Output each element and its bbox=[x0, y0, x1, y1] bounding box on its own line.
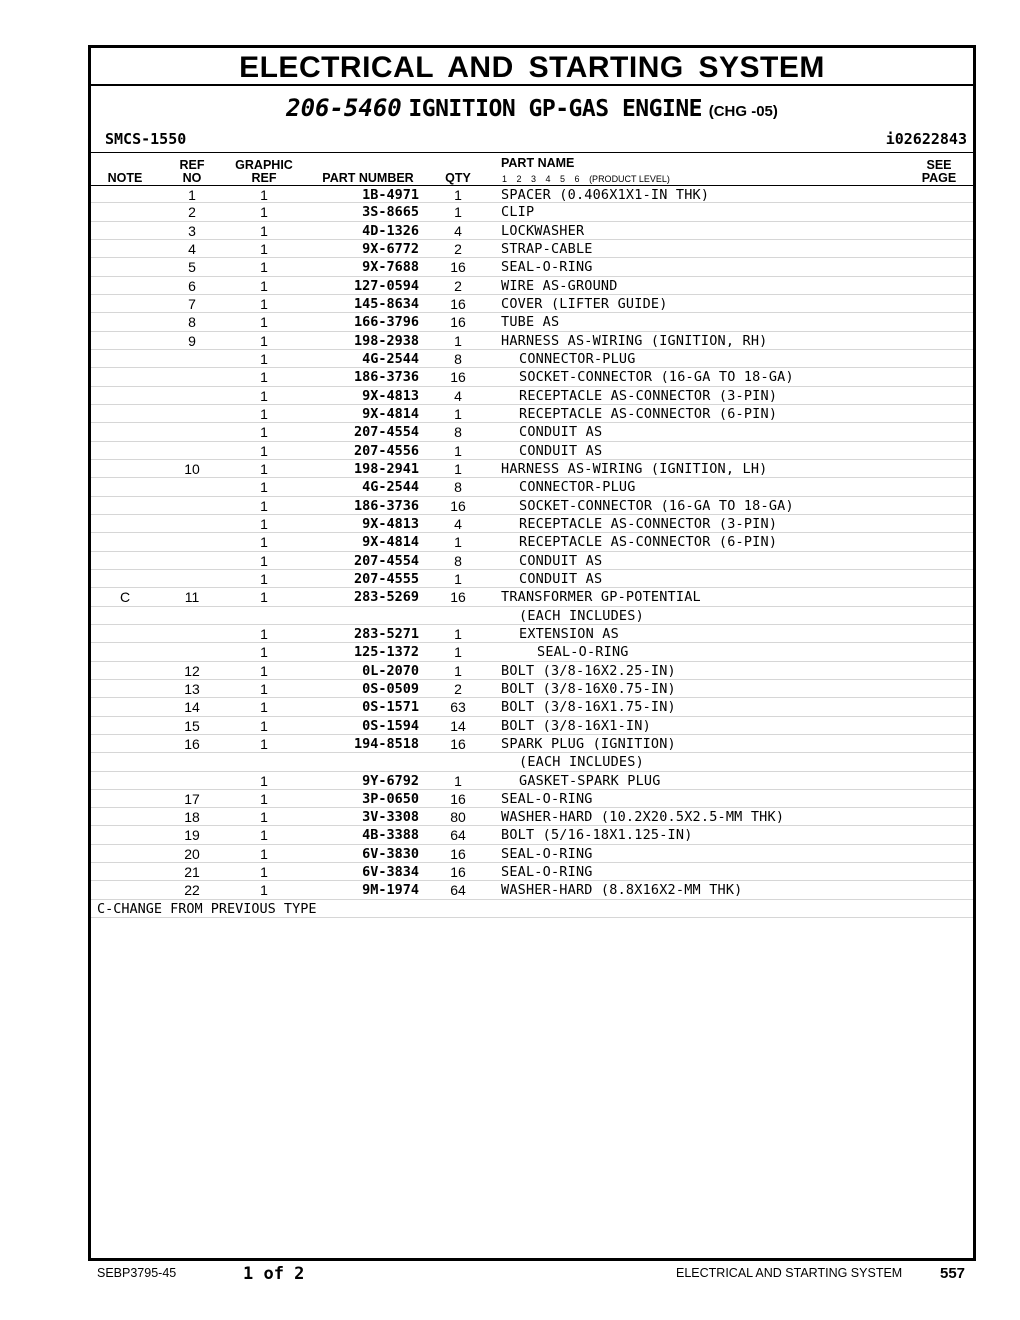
table-row bbox=[91, 588, 973, 606]
part-name-cell: SOCKET-CONNECTOR (16-GA TO 18-GA) bbox=[519, 369, 794, 386]
col-header-see-top: SEE bbox=[926, 158, 952, 172]
qty-cell: 2 bbox=[454, 277, 462, 294]
part-number-cell: 198-2941 bbox=[353, 460, 419, 477]
part-number-cell: 0S-1594 bbox=[362, 717, 419, 734]
table-row bbox=[91, 350, 973, 368]
qty-cell: 16 bbox=[450, 497, 466, 514]
part-number-cell: 0S-1571 bbox=[362, 699, 419, 716]
part-number-cell: 166-3796 bbox=[353, 314, 419, 331]
ref-no-cell: 16 bbox=[184, 735, 200, 752]
footer-page-of: 1 of 2 bbox=[243, 1264, 305, 1284]
graphic-ref-cell: 1 bbox=[260, 827, 268, 844]
graphic-ref-cell: 1 bbox=[260, 204, 268, 221]
table-row bbox=[91, 478, 973, 496]
col-header-graphic-bottom: REF bbox=[251, 171, 277, 185]
part-name-cell: SEAL-O-RING bbox=[501, 864, 593, 881]
change-level: (CHG -05) bbox=[708, 103, 778, 120]
header-divider bbox=[91, 152, 973, 153]
part-number-cell: 127-0594 bbox=[353, 277, 419, 294]
part-name-cell: BOLT (3/8-16X1-IN) bbox=[501, 717, 651, 734]
table-row bbox=[91, 423, 973, 441]
footer-doc-id: SEBP3795-45 bbox=[97, 1266, 177, 1280]
group-title bbox=[91, 92, 973, 124]
part-number-cell: 283-5271 bbox=[353, 625, 419, 642]
graphic-ref-cell: 1 bbox=[260, 809, 268, 826]
part-name-cell: STRAP-CABLE bbox=[501, 240, 593, 257]
part-number-cell: 4B-3388 bbox=[362, 827, 419, 844]
graphic-ref-cell: 1 bbox=[260, 772, 268, 789]
table-row bbox=[91, 845, 973, 863]
qty-cell: 8 bbox=[454, 350, 462, 367]
qty-cell: 1 bbox=[454, 625, 462, 642]
qty-cell: 63 bbox=[450, 699, 466, 716]
footer-section: ELECTRICAL AND STARTING SYSTEM bbox=[676, 1266, 903, 1280]
part-name-cell: SEAL-O-RING bbox=[501, 790, 593, 807]
note-cell: C bbox=[119, 589, 131, 606]
part-number-cell: 207-4555 bbox=[353, 570, 419, 587]
part-number-cell: 0L-2070 bbox=[362, 662, 419, 679]
part-number-cell: 4G-2544 bbox=[362, 479, 419, 496]
ref-no-cell: 12 bbox=[184, 662, 200, 679]
table-row bbox=[91, 295, 973, 313]
graphic-ref-cell: 1 bbox=[260, 552, 268, 569]
part-number-cell: 194-8518 bbox=[353, 735, 419, 752]
qty-cell: 1 bbox=[454, 570, 462, 587]
part-number-cell: 145-8634 bbox=[353, 295, 419, 312]
ref-no-cell: 15 bbox=[184, 717, 200, 734]
part-name-cell: RECEPTACLE AS-CONNECTOR (6-PIN) bbox=[519, 534, 778, 551]
graphic-ref-cell: 1 bbox=[260, 350, 268, 367]
part-number-cell: 186-3736 bbox=[353, 369, 419, 386]
part-name-cell: HARNESS AS-WIRING (IGNITION, LH) bbox=[501, 460, 768, 477]
qty-cell: 4 bbox=[454, 222, 462, 239]
graphic-ref-cell: 1 bbox=[260, 405, 268, 422]
qty-cell: 1 bbox=[454, 405, 462, 422]
graphic-ref-cell: 1 bbox=[260, 717, 268, 734]
table-row bbox=[91, 552, 973, 570]
graphic-ref-cell: 1 bbox=[260, 570, 268, 587]
table-row bbox=[91, 368, 973, 386]
table-row bbox=[91, 240, 973, 258]
graphic-ref-cell: 1 bbox=[260, 625, 268, 642]
table-row bbox=[91, 185, 973, 203]
qty-cell: 64 bbox=[450, 827, 466, 844]
part-name-cell: WASHER-HARD (8.8X16X2-MM THK) bbox=[501, 882, 743, 899]
graphic-ref-cell: 1 bbox=[260, 369, 268, 386]
col-header-part-name: PART NAME bbox=[501, 156, 575, 170]
table-row bbox=[91, 826, 973, 844]
part-number-cell: 207-4556 bbox=[353, 442, 419, 459]
part-name-cell: BOLT (5/16-18X1.125-IN) bbox=[501, 827, 693, 844]
table-row bbox=[91, 808, 973, 826]
graphic-ref-cell: 1 bbox=[260, 864, 268, 881]
part-name-cell: SEAL-O-RING bbox=[537, 644, 629, 661]
qty-cell: 8 bbox=[454, 552, 462, 569]
table-row bbox=[91, 753, 973, 771]
qty-cell: 1 bbox=[454, 644, 462, 661]
part-name-cell: HARNESS AS-WIRING (IGNITION, RH) bbox=[501, 332, 768, 349]
graphic-ref-cell: 1 bbox=[260, 277, 268, 294]
part-name-cell: CONDUIT AS bbox=[519, 570, 603, 587]
table-row bbox=[91, 625, 973, 643]
table-row bbox=[91, 570, 973, 588]
col-header-qty: QTY bbox=[445, 171, 471, 185]
ref-no-cell: 18 bbox=[184, 809, 200, 826]
col-header-graphic-top: GRAPHIC bbox=[235, 158, 293, 172]
part-name-cell: BOLT (3/8-16X1.75-IN) bbox=[501, 699, 676, 716]
part-name-cell: SEAL-O-RING bbox=[501, 259, 593, 276]
qty-cell: 1 bbox=[454, 187, 462, 203]
table-row bbox=[91, 442, 973, 460]
ref-no-cell: 21 bbox=[184, 864, 200, 881]
part-number-cell: 9X-7688 bbox=[362, 259, 419, 276]
smcs-code: SMCS-1550 bbox=[105, 130, 187, 148]
footer-page-number: 557 bbox=[940, 1265, 966, 1282]
part-name-cell: RECEPTACLE AS-CONNECTOR (3-PIN) bbox=[519, 387, 778, 404]
qty-cell: 64 bbox=[450, 882, 466, 899]
graphic-ref-cell: 1 bbox=[260, 534, 268, 551]
part-name-cell: SEAL-O-RING bbox=[501, 845, 593, 862]
part-number-cell: 125-1372 bbox=[353, 644, 419, 661]
ref-no-cell: 10 bbox=[184, 460, 200, 477]
qty-cell: 8 bbox=[454, 479, 462, 496]
qty-cell: 1 bbox=[454, 204, 462, 221]
col-header-part-number: PART NUMBER bbox=[322, 171, 414, 185]
ref-no-cell: 1 bbox=[188, 187, 196, 203]
ref-no-cell: 6 bbox=[188, 277, 196, 294]
part-number-cell: 6V-3834 bbox=[362, 864, 419, 881]
graphic-ref-cell: 1 bbox=[260, 240, 268, 257]
part-number-cell: 9X-4813 bbox=[362, 387, 419, 404]
ref-no-cell: 22 bbox=[184, 882, 200, 899]
graphic-ref-cell: 1 bbox=[260, 735, 268, 752]
graphic-ref-cell: 1 bbox=[260, 332, 268, 349]
graphic-ref-cell: 1 bbox=[260, 644, 268, 661]
part-number-cell: 9X-4814 bbox=[362, 405, 419, 422]
ref-no-cell: 20 bbox=[184, 845, 200, 862]
part-name-cell: CONDUIT AS bbox=[519, 442, 603, 459]
parts-table bbox=[91, 185, 973, 918]
table-row bbox=[91, 277, 973, 295]
ref-no-cell: 3 bbox=[188, 222, 196, 239]
qty-cell: 16 bbox=[450, 295, 466, 312]
table-row bbox=[91, 790, 973, 808]
ref-no-cell: 19 bbox=[184, 827, 200, 844]
table-row bbox=[91, 460, 973, 478]
illustration-id: i02622843 bbox=[885, 130, 967, 148]
part-number-cell: 186-3736 bbox=[353, 497, 419, 514]
ref-no-cell: 8 bbox=[188, 314, 196, 331]
part-name-cell: RECEPTACLE AS-CONNECTOR (6-PIN) bbox=[519, 405, 778, 422]
part-name-cell: WASHER-HARD (10.2X20.5X2.5-MM THK) bbox=[501, 809, 785, 826]
qty-cell: 16 bbox=[450, 845, 466, 862]
table-row bbox=[91, 772, 973, 790]
ref-no-cell: 2 bbox=[188, 204, 196, 221]
graphic-ref-cell: 1 bbox=[260, 222, 268, 239]
part-number-cell: 0S-0509 bbox=[362, 680, 419, 697]
table-row bbox=[91, 533, 973, 551]
table-row bbox=[91, 662, 973, 680]
qty-cell: 14 bbox=[450, 717, 466, 734]
part-name-cell: CONDUIT AS bbox=[519, 552, 603, 569]
product-level-numbers: 1 2 3 4 5 6 bbox=[502, 174, 580, 184]
graphic-ref-cell: 1 bbox=[260, 790, 268, 807]
qty-cell: 4 bbox=[454, 515, 462, 532]
table-row bbox=[91, 680, 973, 698]
part-number-cell: 207-4554 bbox=[353, 424, 419, 441]
graphic-ref-cell: 1 bbox=[260, 662, 268, 679]
product-level-label: (PRODUCT LEVEL) bbox=[589, 174, 670, 184]
part-number-cell: 4D-1326 bbox=[362, 222, 419, 239]
qty-cell: 80 bbox=[450, 809, 466, 826]
ref-no-cell: 7 bbox=[188, 295, 196, 312]
part-name-cell: RECEPTACLE AS-CONNECTOR (3-PIN) bbox=[519, 515, 778, 532]
part-name-cell: CONDUIT AS bbox=[519, 424, 603, 441]
qty-cell: 16 bbox=[450, 369, 466, 386]
part-name-cell: EXTENSION AS bbox=[519, 625, 619, 642]
footnote: C-CHANGE FROM PREVIOUS TYPE bbox=[97, 900, 317, 917]
part-number-cell: 9X-4813 bbox=[362, 515, 419, 532]
part-name-cell: CONNECTOR-PLUG bbox=[519, 350, 636, 367]
part-name-cell: (EACH INCLUDES) bbox=[519, 754, 644, 771]
qty-cell: 4 bbox=[454, 387, 462, 404]
part-number-cell: 3S-8665 bbox=[362, 204, 419, 221]
ref-no-cell: 17 bbox=[184, 790, 200, 807]
col-header-ref-bottom: NO bbox=[182, 171, 202, 185]
qty-cell: 1 bbox=[454, 460, 462, 477]
table-row bbox=[91, 405, 973, 423]
table-row bbox=[91, 515, 973, 533]
group-number: 206-5460 bbox=[286, 94, 402, 122]
graphic-ref-cell: 1 bbox=[260, 845, 268, 862]
part-number-cell: 198-2938 bbox=[353, 332, 419, 349]
table-row bbox=[91, 698, 973, 716]
part-number-cell: 9Y-6792 bbox=[362, 772, 419, 789]
table-row bbox=[91, 881, 973, 899]
part-name-cell: (EACH INCLUDES) bbox=[519, 607, 644, 624]
ref-no-cell: 14 bbox=[184, 699, 200, 716]
graphic-ref-cell: 1 bbox=[260, 187, 268, 203]
part-number-cell: 4G-2544 bbox=[362, 350, 419, 367]
qty-cell: 16 bbox=[450, 314, 466, 331]
qty-cell: 1 bbox=[454, 662, 462, 679]
part-number-cell: 9M-1974 bbox=[362, 882, 419, 899]
qty-cell: 8 bbox=[454, 424, 462, 441]
table-row bbox=[91, 497, 973, 515]
graphic-ref-cell: 1 bbox=[260, 460, 268, 477]
table-row bbox=[91, 717, 973, 735]
qty-cell: 16 bbox=[450, 259, 466, 276]
ref-no-cell: 5 bbox=[188, 259, 196, 276]
part-name-cell: SPARK PLUG (IGNITION) bbox=[501, 735, 676, 752]
ref-no-cell: 13 bbox=[184, 680, 200, 697]
table-row bbox=[91, 387, 973, 405]
table-row bbox=[91, 863, 973, 881]
group-name: IGNITION GP-GAS ENGINE bbox=[408, 96, 703, 122]
product-levels bbox=[502, 174, 670, 184]
qty-cell: 16 bbox=[450, 790, 466, 807]
graphic-ref-cell: 1 bbox=[260, 882, 268, 899]
table-row bbox=[91, 735, 973, 753]
col-header-note: NOTE bbox=[107, 171, 143, 185]
table-row bbox=[91, 203, 973, 221]
part-name-cell: COVER (LIFTER GUIDE) bbox=[501, 295, 668, 312]
table-row bbox=[91, 607, 973, 625]
part-name-cell: TUBE AS bbox=[501, 314, 560, 331]
part-name-cell: CLIP bbox=[501, 204, 535, 221]
table-row bbox=[91, 643, 973, 661]
graphic-ref-cell: 1 bbox=[260, 589, 268, 606]
qty-cell: 16 bbox=[450, 735, 466, 752]
part-number-cell: 1B-4971 bbox=[362, 187, 419, 203]
ref-no-cell: 4 bbox=[188, 240, 196, 257]
col-header-see-bottom: PAGE bbox=[921, 171, 957, 185]
part-name-cell: SOCKET-CONNECTOR (16-GA TO 18-GA) bbox=[519, 497, 794, 514]
part-number-cell: 3V-3308 bbox=[362, 809, 419, 826]
table-row bbox=[91, 258, 973, 276]
col-header-graphic-ref bbox=[231, 159, 297, 185]
part-number-cell: 283-5269 bbox=[353, 589, 419, 606]
part-name-cell: WIRE AS-GROUND bbox=[501, 277, 618, 294]
ref-no-cell: 11 bbox=[184, 589, 200, 606]
table-row bbox=[91, 222, 973, 240]
graphic-ref-cell: 1 bbox=[260, 479, 268, 496]
graphic-ref-cell: 1 bbox=[260, 497, 268, 514]
qty-cell: 16 bbox=[450, 589, 466, 606]
page-title: ELECTRICAL AND STARTING SYSTEM bbox=[91, 48, 973, 86]
table-row bbox=[91, 332, 973, 350]
graphic-ref-cell: 1 bbox=[260, 680, 268, 697]
graphic-ref-cell: 1 bbox=[260, 699, 268, 716]
part-number-cell: 9X-6772 bbox=[362, 240, 419, 257]
part-name-cell: BOLT (3/8-16X2.25-IN) bbox=[501, 662, 676, 679]
part-number-cell: 3P-0650 bbox=[362, 790, 419, 807]
graphic-ref-cell: 1 bbox=[260, 515, 268, 532]
graphic-ref-cell: 1 bbox=[260, 259, 268, 276]
qty-cell: 2 bbox=[454, 680, 462, 697]
part-name-cell: GASKET-SPARK PLUG bbox=[519, 772, 661, 789]
part-name-cell: SPACER (0.406X1X1-IN THK) bbox=[501, 187, 710, 203]
qty-cell: 1 bbox=[454, 772, 462, 789]
col-header-ref-top: REF bbox=[179, 158, 205, 172]
graphic-ref-cell: 1 bbox=[260, 424, 268, 441]
part-name-cell: LOCKWASHER bbox=[501, 222, 585, 239]
part-name-cell: CONNECTOR-PLUG bbox=[519, 479, 636, 496]
part-number-cell: 6V-3830 bbox=[362, 845, 419, 862]
qty-cell: 1 bbox=[454, 332, 462, 349]
part-name-cell: TRANSFORMER GP-POTENTIAL bbox=[501, 589, 701, 606]
graphic-ref-cell: 1 bbox=[260, 295, 268, 312]
col-header-see-page bbox=[917, 159, 961, 185]
part-number-cell: 207-4554 bbox=[353, 552, 419, 569]
graphic-ref-cell: 1 bbox=[260, 387, 268, 404]
table-row bbox=[91, 313, 973, 331]
part-name-cell: BOLT (3/8-16X0.75-IN) bbox=[501, 680, 676, 697]
graphic-ref-cell: 1 bbox=[260, 314, 268, 331]
footnote-row bbox=[91, 900, 973, 918]
page-frame bbox=[88, 45, 976, 1261]
qty-cell: 1 bbox=[454, 534, 462, 551]
ref-no-cell: 9 bbox=[188, 332, 196, 349]
graphic-ref-cell: 1 bbox=[260, 442, 268, 459]
qty-cell: 1 bbox=[454, 442, 462, 459]
qty-cell: 16 bbox=[450, 864, 466, 881]
col-header-ref bbox=[177, 159, 207, 185]
part-number-cell: 9X-4814 bbox=[362, 534, 419, 551]
qty-cell: 2 bbox=[454, 240, 462, 257]
